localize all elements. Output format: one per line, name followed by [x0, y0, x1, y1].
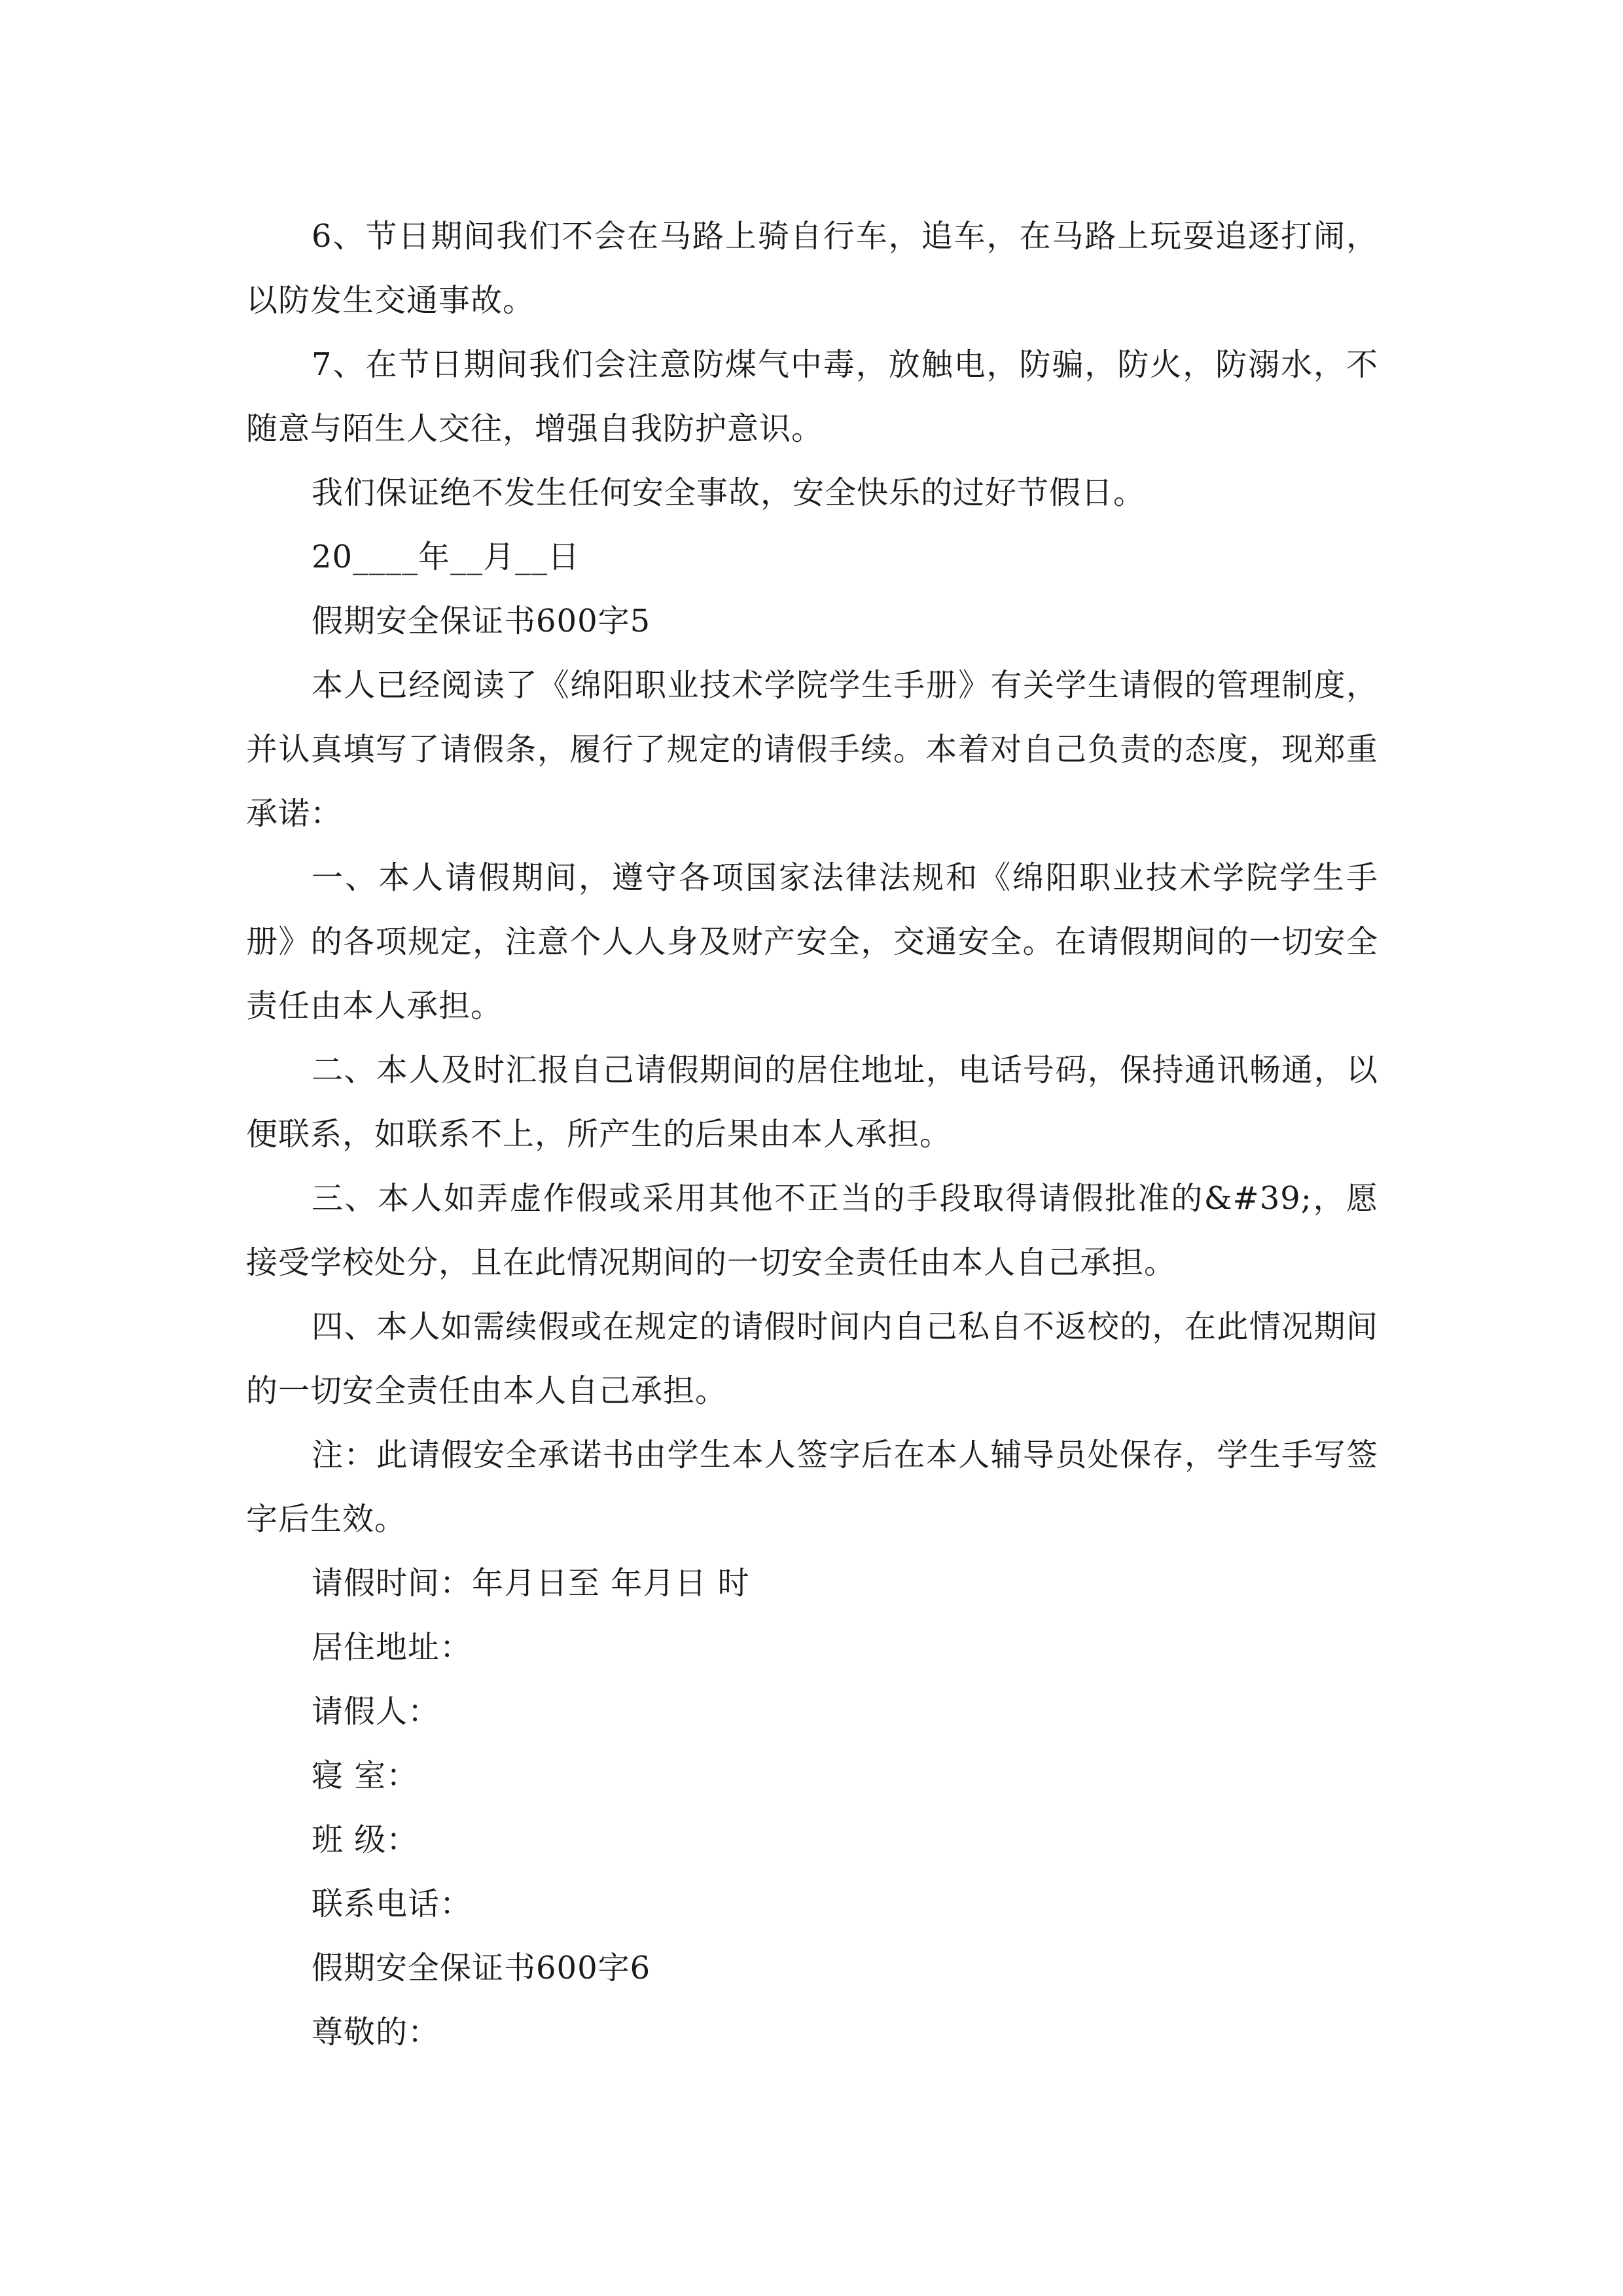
paragraph-intro: 本人已经阅读了《绵阳职业技术学院学生手册》有关学生请假的管理制度，并认真填写了请假条，履行了规定的请假手续。本着对自己负责的态度，现郑重承诺：: [246, 667, 1378, 832]
section-title-5: 假期安全保证书600字5: [312, 603, 651, 639]
field-class: 班 级：: [312, 1821, 419, 1858]
date-line: 20____年__月__日: [312, 539, 580, 575]
section-title-6: 假期安全保证书600字6: [312, 1950, 651, 1986]
paragraph-point-2: 二、本人及时汇报自己请假期间的居住地址，电话号码，保持通讯畅通，以便联系，如联系不上，所产生的后果由本人承担。: [246, 1052, 1378, 1153]
paragraph-item-6: 6、节日期间我们不会在马路上骑自行车，追车，在马路上玩耍追逐打闹，以防发生交通事故。: [246, 218, 1378, 319]
paragraph-point-1: 一、本人请假期间，遵守各项国家法律法规和《绵阳职业技术学院学生手册》的各项规定，注意个人人身及财产安全，交通安全。在请假期间的一切安全责任由本人承担。: [246, 859, 1378, 1024]
field-address: 居住地址：: [312, 1629, 473, 1666]
paragraph-point-3: 三、本人如弄虚作假或采用其他不正当的手段取得请假批准的&#39;，愿接受学校处分，且在此情况期间的一切安全责任由本人自己承担。: [246, 1180, 1378, 1281]
field-leave-time: 请假时间：年月日至 年月日 时: [312, 1565, 750, 1602]
paragraph-guarantee: 我们保证绝不发生任何安全事故，安全快乐的过好节假日。: [312, 475, 1146, 511]
paragraph-note: 注：此请假安全承诺书由学生本人签字后在本人辅导员处保存，学生手写签字后生效。: [246, 1437, 1378, 1537]
salutation: 尊敬的：: [312, 2014, 440, 2051]
paragraph-point-4: 四、本人如需续假或在规定的请假时间内自己私自不返校的，在此情况期间的一切安全责任由本人自己承担。: [246, 1308, 1378, 1409]
paragraph-item-7: 7、在节日期间我们会注意防煤气中毒，放触电，防骗，防火，防溺水，不随意与陌生人交往，增强自我防护意识。: [246, 346, 1378, 447]
field-dormitory: 寝 室：: [312, 1757, 419, 1794]
document-page: [246, 204, 1378, 2064]
field-applicant: 请假人：: [312, 1693, 440, 1730]
field-phone: 联系电话：: [312, 1886, 473, 1922]
